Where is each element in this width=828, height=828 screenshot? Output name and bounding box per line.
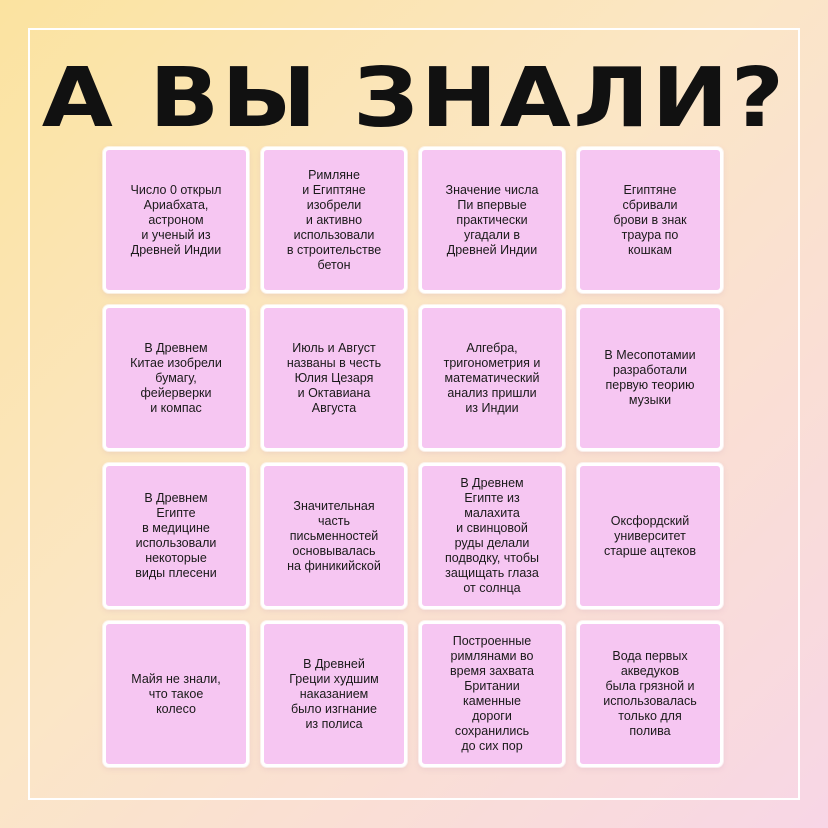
fact-card: [103, 621, 249, 767]
fact-text: В Древней Греции худшим наказанием было изгнание из полиса: [289, 656, 379, 731]
fact-card: [419, 621, 565, 767]
fact-card: [577, 147, 723, 293]
fact-text: В Древнем Египте из малахита и свинцовой руды делали подводку, чтобы защищать глаза от солнца: [445, 476, 539, 595]
fact-text: В Месопотамии разработали первую теорию музыки: [604, 348, 696, 407]
fact-card: [577, 463, 723, 609]
fact-text: В Древнем Китае изобрели бумагу, фейерверки и компас: [130, 340, 222, 415]
fact-card: [103, 305, 249, 451]
fact-text: Оксфордский университет старше ацтеков: [603, 513, 697, 558]
fact-card: [419, 147, 565, 293]
fact-text: Значительная часть письменностей основывалась на финикийской: [287, 498, 381, 573]
facts-grid: [103, 147, 723, 767]
fact-card: [261, 621, 407, 767]
fact-card: [577, 305, 723, 451]
fact-card: [103, 147, 249, 293]
page-title: А ВЫ ЗНАЛИ?: [41, 51, 787, 146]
fact-text: Майя не знали, что такое колесо: [131, 671, 221, 716]
fact-card: [419, 305, 565, 451]
fact-card: [261, 305, 407, 451]
fact-text: Римляне и Египтяне изобрели и активно использовали в строительстве бетон: [286, 167, 382, 272]
fact-card: [261, 463, 407, 609]
fact-text: Вода первых акведуков была грязной и использовалась только для полива: [603, 649, 697, 738]
fact-text: Построенные римлянами во время захвата Британии каменные дороги сохранились до сих пор: [449, 634, 535, 753]
fact-text: Египтяне сбривали брови в знак траура по кошкам: [613, 182, 687, 257]
fact-card: [103, 463, 249, 609]
fact-text: Алгебра, тригонометрия и математический анализ пришли из Индии: [443, 340, 541, 415]
fact-card: [261, 147, 407, 293]
fact-text: Значение числа Пи впервые практически угадали в Древней Индии: [445, 182, 539, 257]
fact-card: [577, 621, 723, 767]
fact-text: Июль и Август названы в честь Юлия Цезаря и Октавиана Августа: [286, 340, 382, 415]
fact-text: В Древнем Египте в медицине использовали некоторые виды плесени: [135, 491, 217, 580]
fact-card: [419, 463, 565, 609]
fact-text: Число 0 открыл Ариабхата, астроном и ученый из Древней Индии: [130, 182, 222, 257]
